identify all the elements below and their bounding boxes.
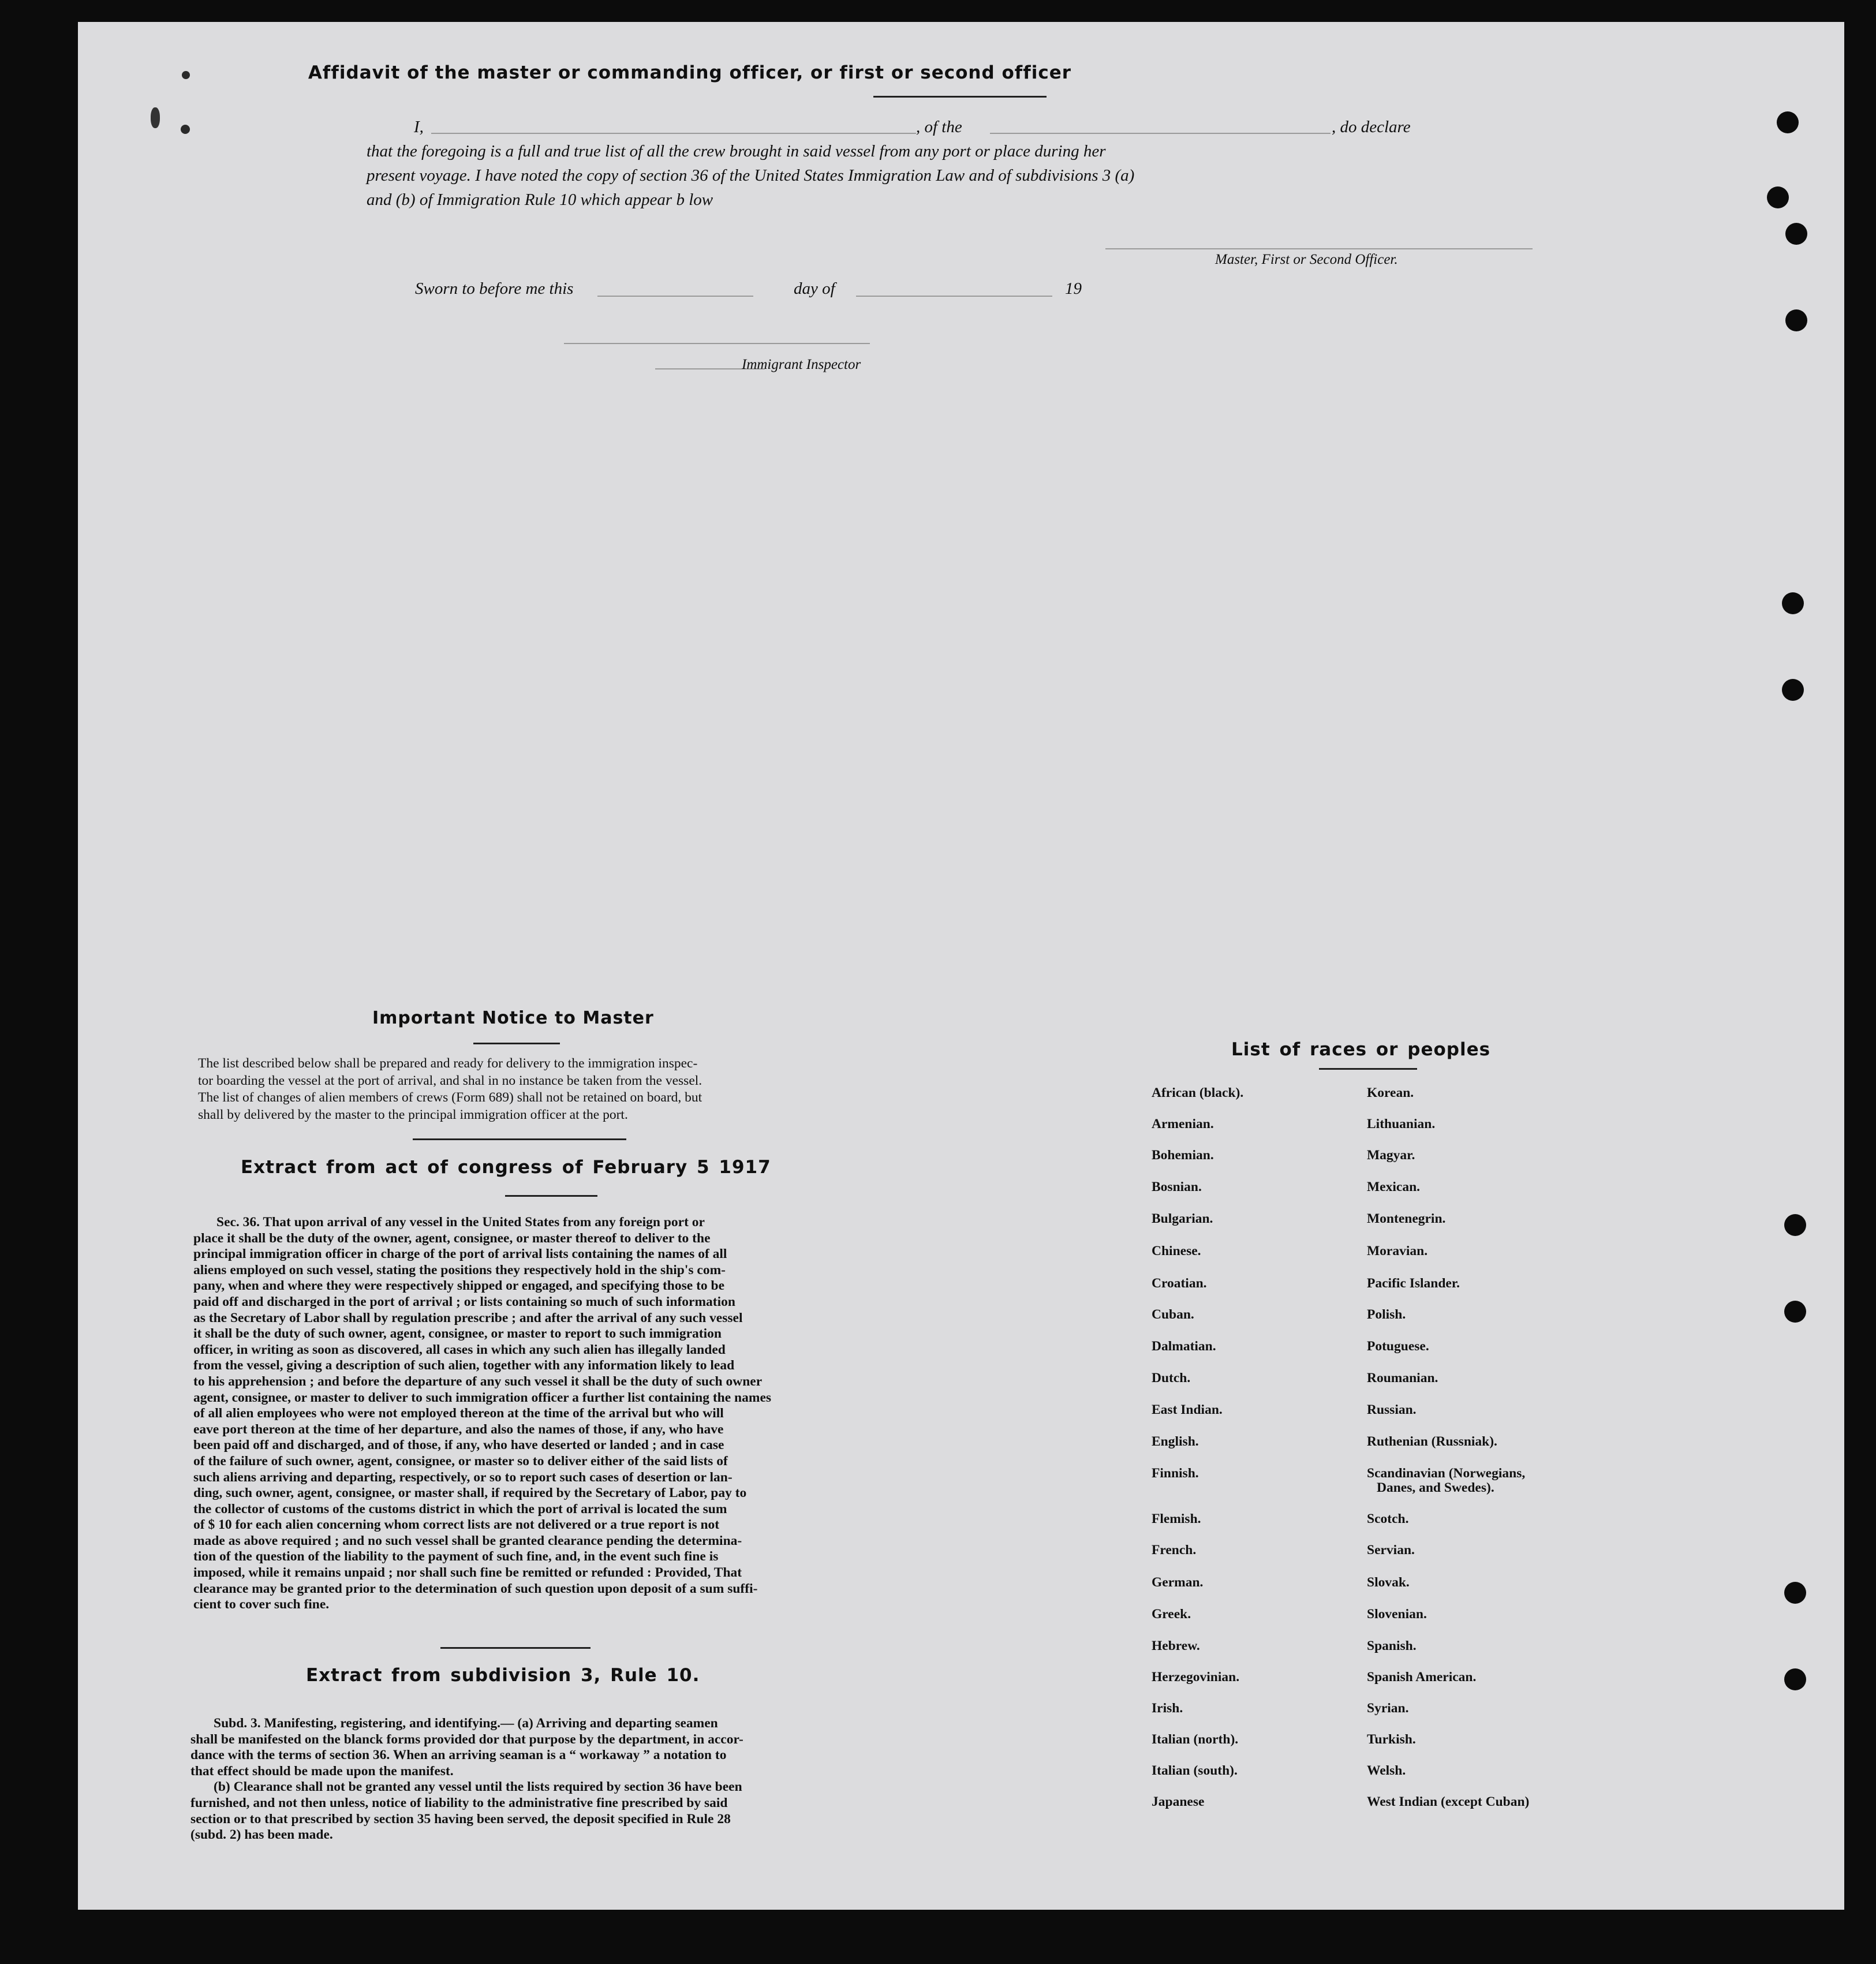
- binder-hole: [1782, 592, 1804, 614]
- ink-speck: [182, 71, 190, 79]
- race-right: Polish.: [1367, 1307, 1406, 1322]
- race-right: Magyar.: [1367, 1148, 1415, 1163]
- race-right: Pacific Islander.: [1367, 1276, 1460, 1291]
- master-signature-caption: Master, First or Second Officer.: [1215, 252, 1398, 267]
- notice-title-underline: [473, 1043, 560, 1044]
- race-left: Croatian.: [1152, 1276, 1207, 1291]
- race-right: Potuguese.: [1367, 1339, 1429, 1354]
- do-declare-label: , do declare: [1332, 118, 1411, 136]
- sworn-prefix: Sworn to before me this: [415, 279, 574, 298]
- race-right: Turkish.: [1367, 1732, 1416, 1747]
- section-36-line: made as above required ; and no such vessel shall be granted clearance pending the determina-: [193, 1533, 742, 1548]
- section-36-line: eave port thereon at the time of her departure, and also the names of those, if any, who have: [193, 1421, 724, 1437]
- race-left: Dutch.: [1152, 1371, 1191, 1386]
- affidavit-line-2: that the foregoing is a full and true list of all the crew brought in said vessel from any port or place during her: [367, 142, 1106, 160]
- subdivision-3-text: [190, 1716, 924, 1843]
- race-left: Italian (north).: [1152, 1732, 1239, 1747]
- binder-hole: [1785, 223, 1807, 245]
- affidavit-title-underline: [873, 96, 1047, 98]
- race-left: Flemish.: [1152, 1511, 1201, 1526]
- section-36-line: tion of the question of the liability to the payment of such fine, and, in the event such fine is: [193, 1549, 719, 1565]
- vessel-blank[interactable]: [990, 133, 1331, 134]
- race-left: Bohemian.: [1152, 1148, 1214, 1163]
- section-36-line: to his apprehension ; and before the departure of any such vessel it shall be the duty of such owner: [193, 1373, 763, 1389]
- section-36-line: of the failure of such owner, agent, consignee, or master so to deliver either of the said lists of: [193, 1453, 728, 1469]
- name-blank[interactable]: [431, 133, 916, 134]
- race-left: Armenian.: [1152, 1117, 1214, 1132]
- binder-hole: [1777, 111, 1799, 133]
- section-36-line: of all alien employees who were not employed thereon at the time of the arrival but who will: [193, 1406, 724, 1421]
- section-36-line: from the vessel, giving a description of such alien, together with any information likely to lead: [193, 1358, 735, 1373]
- race-right: Spanish American.: [1367, 1670, 1477, 1685]
- race-left: Hebrew.: [1152, 1638, 1200, 1653]
- extract-act-title: Extract from act of congress of February 5 1917: [241, 1157, 771, 1178]
- race-left: Japanese: [1152, 1794, 1205, 1809]
- document-page: [78, 22, 1844, 1910]
- affidavit-i-label: I,: [414, 118, 424, 136]
- race-right: Lithuanian.: [1367, 1117, 1436, 1132]
- race-right: Mexican.: [1367, 1179, 1421, 1194]
- sworn-day-blank[interactable]: [597, 296, 753, 297]
- binder-hole: [1784, 1301, 1806, 1323]
- section-36-line: cient to cover such fine.: [193, 1597, 330, 1612]
- extract-act-title-underline: [505, 1195, 597, 1197]
- sworn-month-blank[interactable]: [856, 296, 1052, 297]
- affidavit-title: Affidavit of the master or commanding officer, or first or second officer: [308, 62, 1072, 83]
- race-left: Cuban.: [1152, 1307, 1194, 1322]
- race-left: Greek.: [1152, 1607, 1191, 1622]
- section-36-line: Sec. 36. That upon arrival of any vessel in the United States from any foreign port or: [216, 1215, 705, 1230]
- section-36-line: such aliens arriving and departing, respectively, or so to report such cases of desertion or lan-: [193, 1469, 733, 1485]
- race-left: Finnish.: [1152, 1466, 1199, 1481]
- section-36-line: pany, when and where they were respectively shipped or engaged, and specifying those to be: [193, 1278, 725, 1294]
- race-right: Slovenian.: [1367, 1607, 1427, 1622]
- notice-line: shall by delivered by the master to the principal immigration officer at the port.: [198, 1107, 628, 1122]
- section-36-line: it shall be the duty of such owner, agent, consignee, or master to report to such immigration: [193, 1326, 722, 1342]
- subdivision-line: section or to that prescribed by section 35 having been served, the deposit specified in Rule 28: [190, 1811, 731, 1827]
- section-36-line: paid off and discharged in the port of arrival ; or lists containing so much of such information: [193, 1294, 735, 1309]
- subdivision-line: shall be manifested on the blanck forms provided dor that purpose by the department, in accor-: [190, 1731, 743, 1747]
- inspector-signature-line[interactable]: [564, 343, 870, 344]
- race-left: Chinese.: [1152, 1244, 1201, 1259]
- binder-hole: [1785, 309, 1807, 331]
- extract-rule-title: Extract from subdivision 3, Rule 10.: [306, 1665, 700, 1686]
- race-left: Irish.: [1152, 1701, 1183, 1716]
- section-36-line: aliens employed on such vessel, stating the positions they respectively hold in the ship's com-: [193, 1262, 726, 1278]
- races-title: List of races or peoples: [1231, 1039, 1491, 1060]
- notice-separator: [413, 1138, 626, 1140]
- race-right: Welsh.: [1367, 1763, 1406, 1778]
- sworn-year-label: 19: [1065, 279, 1082, 298]
- race-right: Montenegrin.: [1367, 1211, 1446, 1226]
- race-left: African (black).: [1152, 1085, 1244, 1100]
- race-right: Servian.: [1367, 1543, 1415, 1558]
- inspector-caption: Immigrant Inspector: [742, 357, 861, 372]
- sworn-day-of-label: day of: [794, 279, 835, 298]
- subdivision-line: furnished, and not then unless, notice of liability to the administrative fine prescribed by said: [190, 1795, 728, 1810]
- notice-line: The list of changes of alien members of crews (Form 689) shall not be retained on board, but: [198, 1090, 702, 1105]
- affidavit-line-3: present voyage. I have noted the copy of section 36 of the United States Immigration Law and of subdivisions 3 (a): [367, 166, 1135, 185]
- section-36-line: officer, in writing as soon as discovered, all cases in which any such alien has illegally landed: [193, 1342, 726, 1357]
- race-left: English.: [1152, 1434, 1199, 1449]
- binder-hole: [1784, 1214, 1806, 1236]
- race-left: Italian (south).: [1152, 1763, 1238, 1778]
- race-right: Moravian.: [1367, 1244, 1428, 1259]
- section-36-text: [193, 1215, 926, 1613]
- section-36-line: clearance may be granted prior to the determination of such question upon deposit of a sum suffi-: [193, 1581, 758, 1596]
- section-36-line: principal immigration officer in charge of the port of arrival lists containing the names of all: [193, 1246, 727, 1262]
- race-left: East Indian.: [1152, 1402, 1223, 1417]
- ink-speck: [151, 107, 160, 128]
- section-36-line: as the Secretary of Labor shall by regulation prescribe ; and after the arrival of any such vessel: [193, 1310, 743, 1325]
- subdivision-line: dance with the terms of section 36. When an arriving seaman is a “ workaway ” a notation to: [190, 1748, 727, 1763]
- notice-line: tor boarding the vessel at the port of arrival, and shal in no instance be taken from the vessel.: [198, 1073, 702, 1088]
- section-36-line: been paid off and discharged, and of those, if any, who have deserted or landed ; and in case: [193, 1437, 724, 1453]
- binder-hole: [1784, 1668, 1806, 1690]
- binder-hole: [1784, 1582, 1806, 1604]
- subdivision-line: (subd. 2) has been made.: [190, 1827, 333, 1843]
- notice-line: The list described below shall be prepared and ready for delivery to the immigration inspec-: [198, 1056, 698, 1071]
- section-36-line: place it shall be the duty of the owner, agent, consignee, or master thereof to deliver to the: [193, 1230, 711, 1246]
- race-right-continuation: Danes, and Swedes).: [1377, 1480, 1494, 1495]
- race-right: Slovak.: [1367, 1575, 1410, 1590]
- section-36-line: of $ 10 for each alien concerning whom correct lists are not delivered or a true report is not: [193, 1517, 720, 1533]
- race-right: Russian.: [1367, 1402, 1417, 1417]
- subdivision-line: (b) Clearance shall not be granted any vessel until the lists required by section 36 have been: [214, 1779, 742, 1795]
- race-right: Ruthenian (Russniak).: [1367, 1434, 1497, 1449]
- race-right: Korean.: [1367, 1085, 1414, 1100]
- subdivision-line: that effect should be made upon the manifest.: [190, 1763, 454, 1779]
- race-left: Dalmatian.: [1152, 1339, 1216, 1354]
- affidavit-line-4: and (b) of Immigration Rule 10 which appear b low: [367, 191, 713, 209]
- race-right: Roumanian.: [1367, 1371, 1438, 1386]
- race-left: French.: [1152, 1543, 1197, 1558]
- race-right: Scotch.: [1367, 1511, 1409, 1526]
- races-title-underline: [1319, 1068, 1417, 1070]
- binder-hole: [1782, 679, 1804, 701]
- notice-paragraph: [198, 1055, 931, 1123]
- race-right: Spanish.: [1367, 1638, 1417, 1653]
- race-right: Syrian.: [1367, 1701, 1409, 1716]
- race-left: Bulgarian.: [1152, 1211, 1213, 1226]
- race-left: German.: [1152, 1575, 1204, 1590]
- notice-title: Important Notice to Master: [372, 1008, 654, 1028]
- race-left: Bosnian.: [1152, 1179, 1202, 1194]
- master-signature-line[interactable]: [1105, 248, 1533, 249]
- race-right: West Indian (except Cuban): [1367, 1794, 1530, 1809]
- race-right: Scandinavian (Norwegians,: [1367, 1466, 1526, 1481]
- ink-speck: [181, 125, 190, 134]
- extract-separator: [440, 1647, 591, 1649]
- section-36-line: imposed, while it remains unpaid ; nor shall such fine be remitted or refunded : Provided, That: [193, 1565, 742, 1581]
- section-36-line: ding, such owner, agent, consignee, or master shall, if required by the Secretary of Labor, pay to: [193, 1485, 747, 1501]
- section-36-line: the collector of customs of the customs district in which the port of arrival is located the sum: [193, 1501, 727, 1517]
- subdivision-line: Subd. 3. Manifesting, registering, and identifying.— (a) Arriving and departing seamen: [214, 1716, 718, 1731]
- section-36-line: agent, consignee, or master to deliver to such immigration officer a further list containing the names: [193, 1390, 772, 1405]
- of-the-label: , of the: [916, 118, 962, 136]
- race-left: Herzegovinian.: [1152, 1670, 1240, 1685]
- binder-hole: [1767, 186, 1789, 208]
